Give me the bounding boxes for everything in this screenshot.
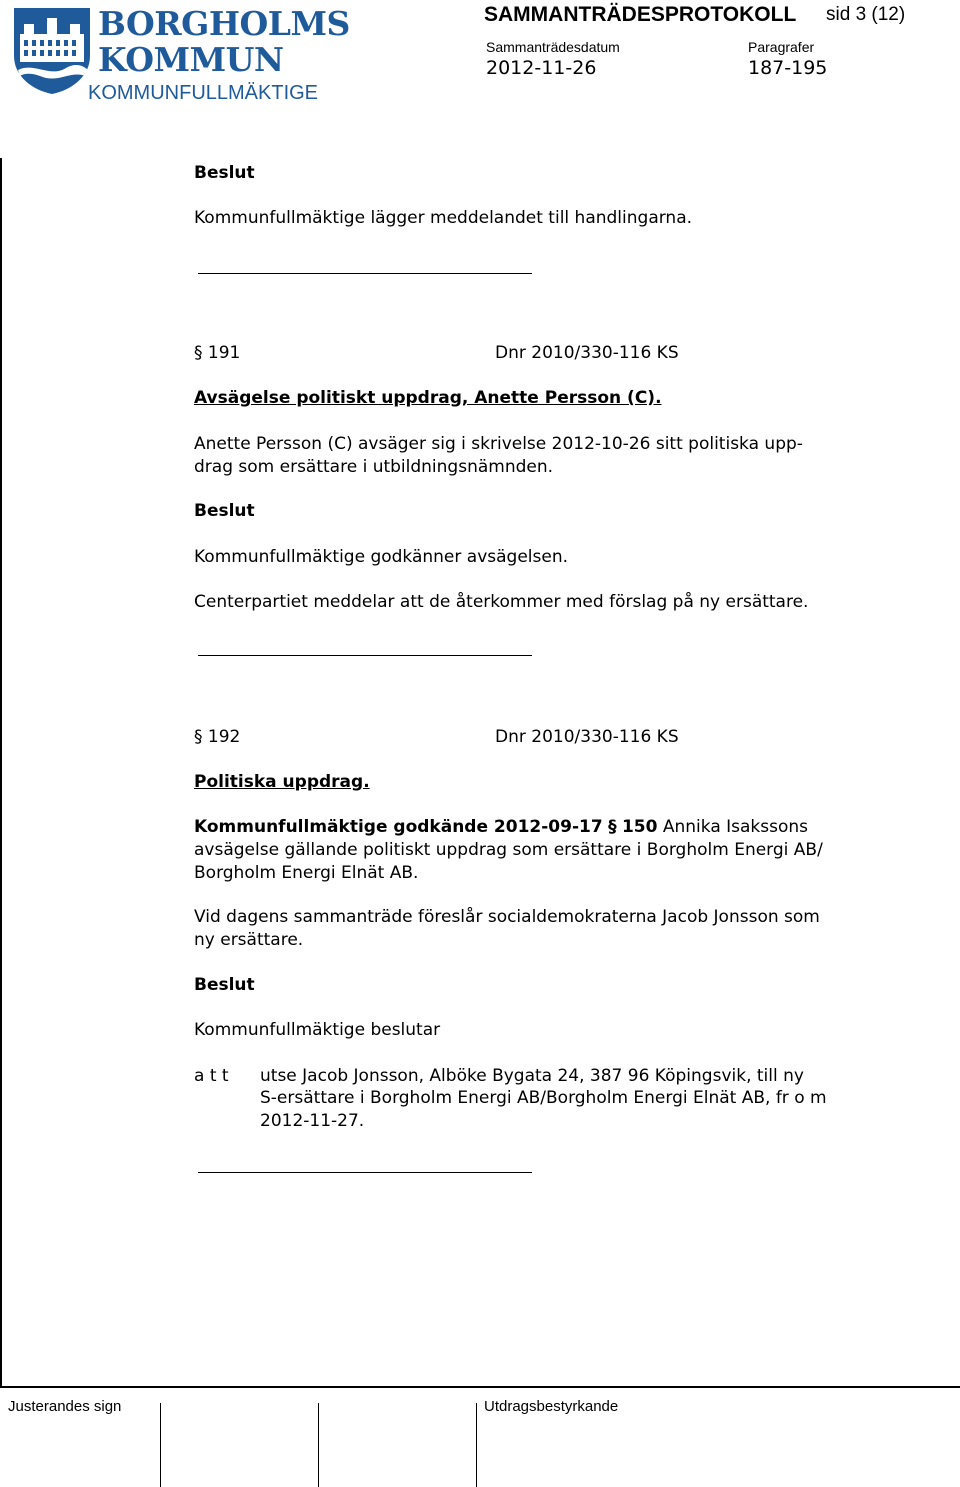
logo-text-kommun: KOMMUN — [98, 40, 284, 79]
signature-box-divider — [476, 1403, 477, 1487]
att-text-line2: S-ersättare i Borgholm Energi AB/Borgholm Energi Elnät AB, fr o m — [260, 1088, 827, 1108]
footer-top-line — [0, 1386, 960, 1388]
section-divider — [198, 273, 532, 274]
signature-box-divider — [318, 1403, 319, 1487]
section-sign: § — [194, 727, 203, 747]
section-number-191: § 191 — [194, 343, 241, 363]
left-margin-line — [0, 158, 2, 1388]
body-text-192-line3: Borgholm Energi Elnät AB. — [194, 863, 419, 883]
castle-emblem-icon — [10, 4, 94, 96]
beslut-heading-190: Beslut — [194, 163, 255, 183]
att-text-line1: utse Jacob Jonsson, Alböke Bygata 24, 387 96 Köpingsvik, till ny — [260, 1066, 804, 1086]
section-title-192: Politiska uppdrag. — [194, 772, 370, 792]
section-divider — [198, 1172, 532, 1173]
document-title: SAMMANTRÄDESPROTOKOLL — [484, 3, 797, 26]
page-number: sid 3 (12) — [826, 4, 906, 25]
paragraphs-label: Paragrafer — [748, 39, 815, 55]
certification-label: Utdragsbestyrkande — [484, 1398, 619, 1415]
section-sign: § — [608, 817, 617, 837]
meeting-date-value: 2012-11-26 — [486, 57, 597, 79]
section-title-191: Avsägelse politiskt uppdrag, Anette Persson (C). — [194, 388, 662, 408]
section-number-192: § 192 — [194, 727, 241, 747]
section-divider — [198, 655, 532, 656]
municipality-logo — [10, 4, 350, 110]
att-text-line3: 2012-11-27. — [260, 1111, 365, 1131]
decision-text-190: Kommunfullmäktige lägger meddelandet till handlingarna. — [194, 208, 693, 228]
note-text-191: Centerpartiet meddelar att de återkommer med förslag på ny ersättare. — [194, 592, 809, 612]
case-number-191: Dnr 2010/330-116 KS — [495, 343, 679, 363]
meeting-date-label: Sammanträdesdatum — [486, 39, 620, 55]
proposal-text-192-line2: ny ersättare. — [194, 930, 304, 950]
body-text-192-line1: Kommunfullmäktige godkände 2012-09-17 § 150 Annika Isakssons — [194, 817, 809, 837]
decides-text-192: Kommunfullmäktige beslutar — [194, 1020, 441, 1040]
logo-subtitle: KOMMUNFULLMÄKTIGE — [88, 82, 319, 104]
att-label: a t t — [194, 1066, 229, 1086]
decision-text-191: Kommunfullmäktige godkänner avsägelsen. — [194, 547, 569, 567]
paragraphs-value: 187-195 — [748, 57, 828, 79]
beslut-heading-192: Beslut — [194, 975, 255, 995]
proposal-text-192-line1: Vid dagens sammanträde föreslår socialdemokraterna Jacob Jonsson som — [194, 907, 820, 927]
case-number-192: Dnr 2010/330-116 KS — [495, 727, 679, 747]
body-text-191-line1: Anette Persson (C) avsäger sig i skrivelse 2012-10-26 sitt politiska upp- — [194, 434, 803, 454]
beslut-heading-191: Beslut — [194, 501, 255, 521]
section-sign: § — [194, 343, 203, 363]
signature-box-divider — [160, 1403, 161, 1487]
sign-label: Justerandes sign — [8, 1398, 122, 1415]
logo-text-borgholms: BORGHOLMS — [98, 4, 350, 43]
body-text-192-line2: avsägelse gällande politiskt uppdrag som ersättare i Borgholm Energi AB/ — [194, 840, 823, 860]
body-text-191-line2: drag som ersättare i utbildningsnämnden. — [194, 457, 554, 477]
